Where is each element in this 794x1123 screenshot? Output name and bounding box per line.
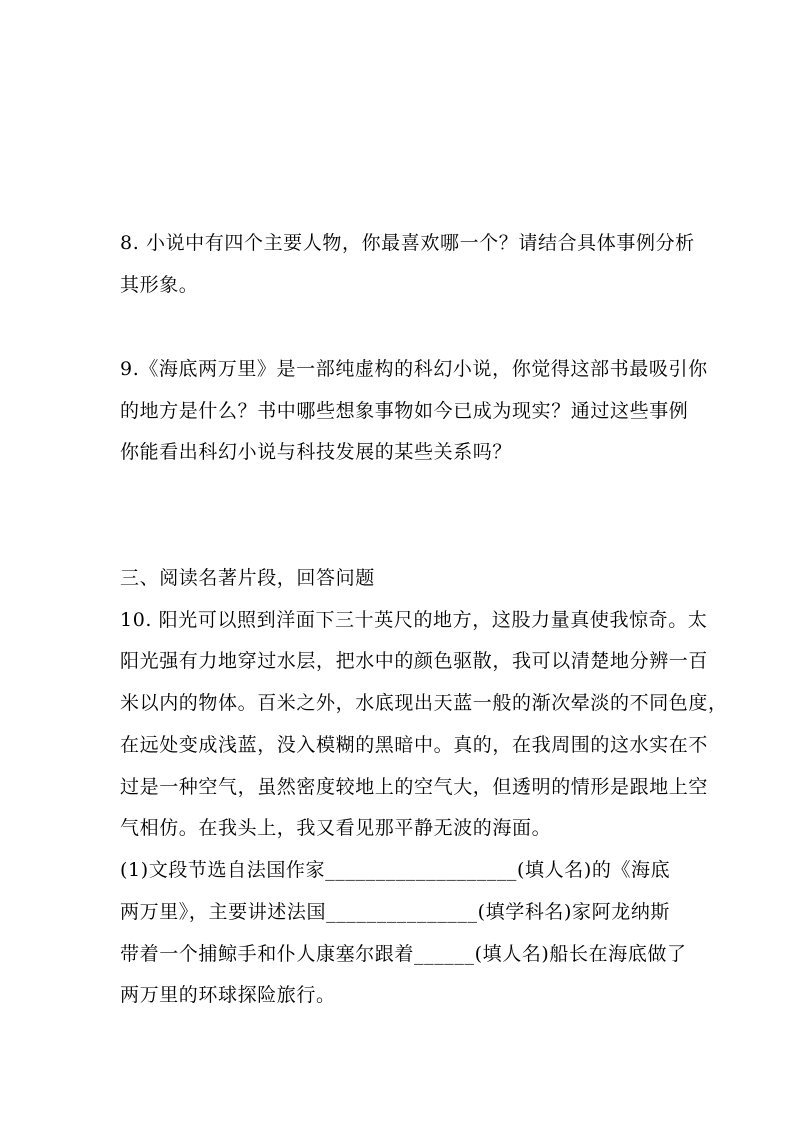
question-9-line-2: 的地方是什么？书中哪些想象事物如今已成为现实？通过这些事例 [120,400,689,422]
question-10-passage-line-1: 10. 阳光可以照到洋面下三十英尺的地方，这股力量真使我惊奇。太 [120,609,708,631]
section-3-heading: 三、阅读名著片段，回答问题 [120,567,375,589]
question-10-passage-line-2: 阳光强有力地穿过水层，把水中的颜色驱散，我可以清楚地分辨一百 [120,650,709,672]
question-8-line-1: 8. 小说中有四个主要人物，你最喜欢哪一个？请结合具体事例分析 [120,232,695,254]
question-10-sub-1-line-1: (1)文段节选自法国作家___________________(填人名)的《海底 [120,859,671,881]
question-8-line-2: 其形象。 [120,274,199,296]
question-10-sub-1-line-2: 两万里》，主要讲述法国_______________(填学科名)家阿龙纳斯 [120,901,671,923]
question-10-passage-line-6: 气相仿。在我头上，我又看见那平静无波的海面。 [120,817,552,839]
question-10-passage-line-4: 在远处变成浅蓝，没入模糊的黑暗中。真的，在我周围的这水实在不 [120,734,709,756]
question-10-sub-1-line-3: 带着一个捕鲸手和仆人康塞尔跟着______(填人名)船长在海底做了 [120,943,687,965]
question-9-line-1: 9.《海底两万里》是一部纯虚构的科幻小说，你觉得这部书最吸引你 [120,358,708,380]
question-10-sub-1-line-4: 两万里的环球探险旅行。 [120,984,336,1006]
question-10-passage-line-5: 过是一种空气，虽然密度较地上的空气大，但透明的情形是跟地上空 [120,776,709,798]
question-9-line-3: 你能看出科幻小说与科技发展的某些关系吗？ [120,441,513,463]
question-10-passage-line-3: 米以内的物体。百米之外，水底现出天蓝一般的渐次晕淡的不同色度， [120,692,728,714]
